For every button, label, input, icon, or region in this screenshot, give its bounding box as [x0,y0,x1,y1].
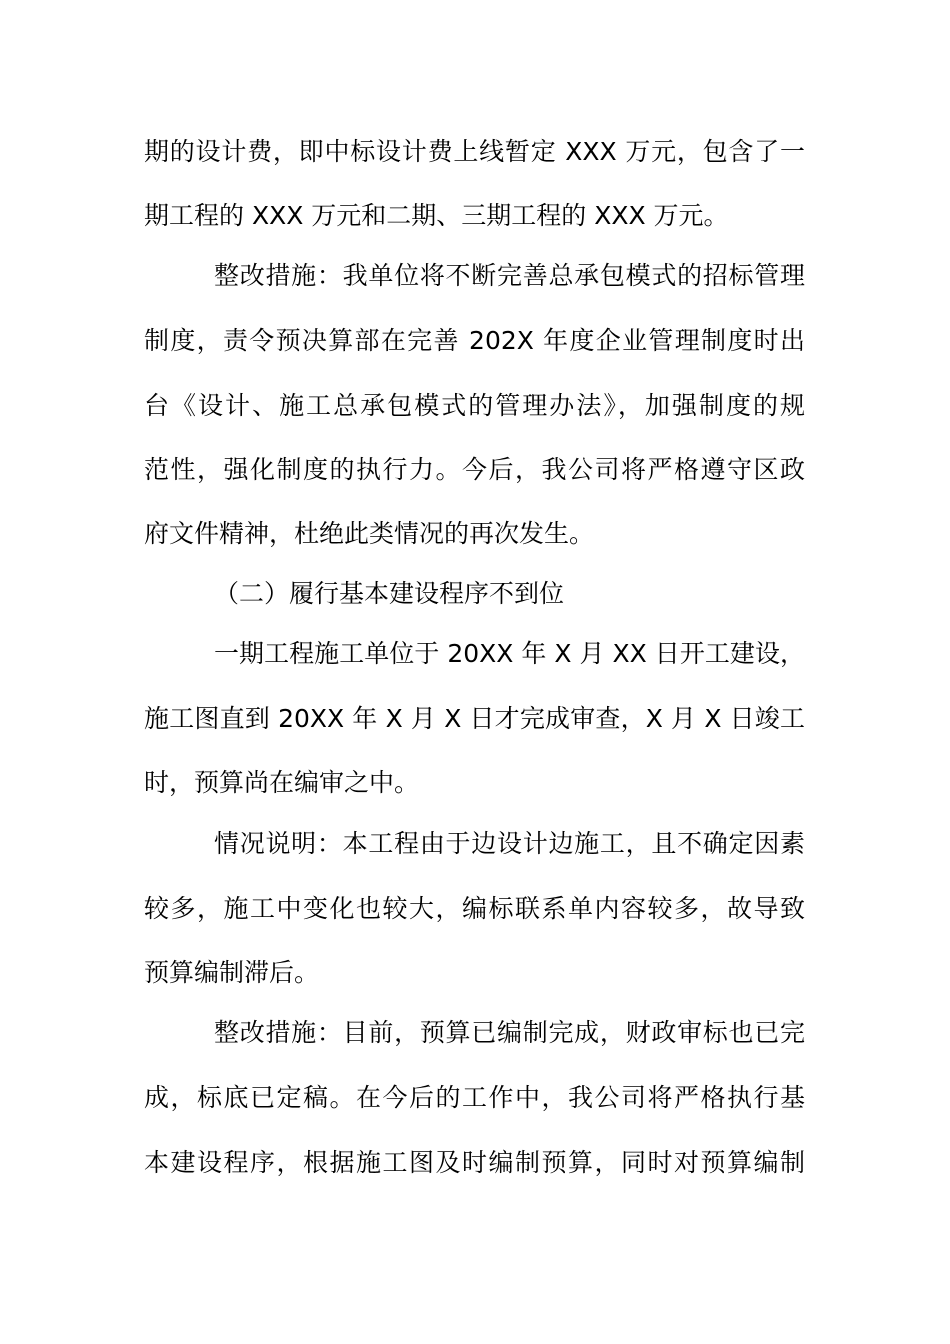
text-line: 期工程的 XXX 万元和二期、三期工程的 XXX 万元。 [144,201,729,230]
text-line: 时，预算尚在编审之中。 [144,768,420,797]
text-line: 府文件精神，杜绝此类情况的再次发生。 [144,519,595,548]
text-line: 成，标底已定稿。在今后的工作中，我公司将严格执行基 [144,1083,805,1112]
text-line: 较多，施工中变化也较大，编标联系单内容较多，故导致 [144,894,805,923]
text-line: 本建设程序，根据施工图及时编制预算，同时对预算编制 [144,1148,805,1177]
text-line: 范性，强化制度的执行力。今后，我公司将严格遵守区政 [144,455,805,484]
paragraph-start-line: 整改措施：我单位将不断完善总承包模式的招标管理 [214,261,805,290]
paragraph-start-line: 情况说明：本工程由于边设计边施工，且不确定因素 [214,829,805,858]
section-heading: （二）履行基本建设程序不到位 [214,579,565,608]
paragraph-start-line: 整改措施：目前，预算已编制完成，财政审标也已完 [214,1018,805,1047]
text-line: 预算编制滞后。 [144,958,320,987]
text-line: 期的设计费，即中标设计费上线暂定 XXX 万元，包含了一 [144,137,805,166]
text-line: 制度，责令预决算部在完善 202X 年度企业管理制度时出 [144,326,805,355]
text-line: 台《设计、施工总承包模式的管理办法》，加强制度的规 [144,391,805,420]
text-line: 施工图直到 20XX 年 X 月 X 日才完成审查，X 月 X 日竣工 [144,704,805,733]
paragraph-start-line: 一期工程施工单位于 20XX 年 X 月 XX 日开工建设， [214,639,805,668]
